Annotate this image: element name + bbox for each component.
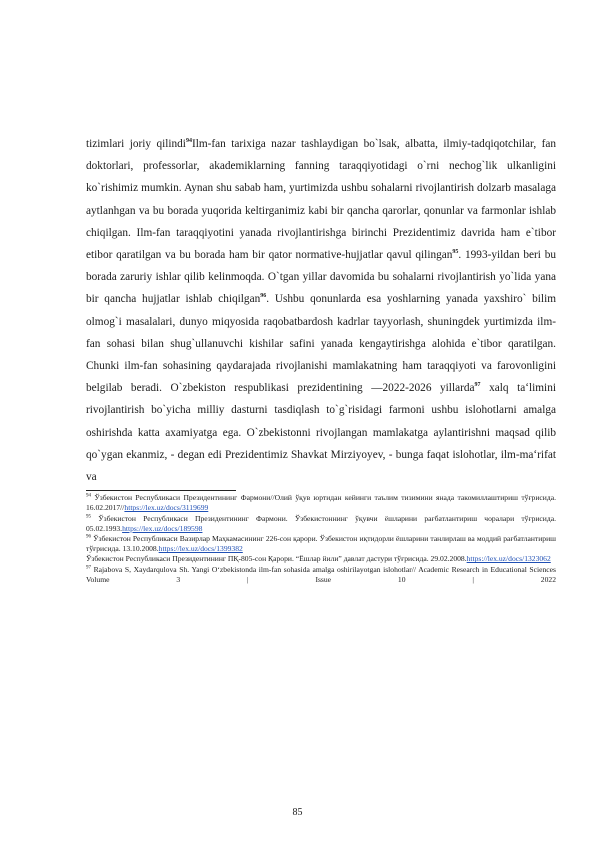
footnote-ref[interactable]: 95 [452,249,459,256]
footnotes [86,493,556,585]
footnote-94: $^{94}$ Ўзбекистон Республикаси Президентининг Фармони//Олий ўқув юртидан кейинги таълим тизимини янада такомиллаштириш тўғрисида. 16.02.2017//https://lex.uz/docs/3119699 [86,493,556,513]
footnote-link[interactable]: https://lex.uz/docs/3119699 [124,503,209,513]
footnote-divider [86,490,236,491]
text-segment: . Ushbu qonunlarda esa yoshlarning yanada yaxshiro` bilim olmog`i masalalari, dunyo miqyosida raqobatbardosh kadrlar tayyorlash, shuningdek yurtimizda ilm-fan sohasi bilan shug`ullanuvchi kishilar safini yanada kengaytirishga alohida e`tibor qaratilgan. Chunki ilm-fan sohasining qaydarajada rivojlanishi mamlakatning ham taraqqiyoti va farovonligini belgilab beradi. O`zbekiston respublikasi prezidentining ―2022-2026 yillarda [86,293,556,395]
footnote-link[interactable]: https://lex.uz/docs/1399382 [158,544,243,554]
page-number: 85 [292,807,303,818]
text-segment: xalq ta‘limini rivojlantirish bo`yicha milliy dasturni tasdiqlash to`g`risidagi farmoni ushbu islohotlarni amalga oshirishda katta axamiyatga ega. O`zbekistonni rivojlangan mamlakatga aylantirishni maqsad qilib qo`ygan ekanmiz, - degan edi Prezidentimiz Shavkat Mirziyoyev, - bunga faqat islohotlar, ilm-ma‘rifat va [86,382,556,484]
text-segment: tizimlari joriy qilindi [86,138,186,150]
footnote-link[interactable]: https://lex.uz/docs/189598 [122,523,203,533]
footnote-96-continued: Ўзбекистон Республикаси Президентининг ПҚ-805-сон Қарори. “Ёшлар йили” давлат дастури тўғрисида. 29.02.2008.https://lex.uz/docs/1323062 [86,554,551,564]
footnote-ref[interactable]: 94 [185,138,192,145]
footnote-link[interactable]: https://lex.uz/docs/1323062 [466,554,551,564]
footnote-ref[interactable]: 97 [474,382,481,389]
footnote-97: $^{97}$ Rajabova S, Xaydarqulova Sh. Yangi O‘zbekistonda ilm-fan sohasida amalga oshirilayotgan islohotlar// Academic Research in Educational Sciences Volume 3 | Issue 10 | 2022 [86,564,556,584]
footnote-96: $^{96}$ Ўзбекистон Республикаси Вазирлар Маҳкамасининг 226-сон қарори. Ўзбекистон иқтидорли ёшларини танлирлаш ва моддий рағбатлантириш тўғрисида. 13.10.2008.https://lex.uz/docs/1399382 [86,534,556,554]
footnote-ref[interactable]: 96 [260,293,267,300]
text-segment: Ilm-fan tarixiga nazar tashlaydigan bo`lsak, albatta, ilmiy-tadqiqotchilar, fan doktorlari, professorlar, akademiklarning fanning taraqqiyotidagi o`rni nechog`lik ulkanligini ko`rishimiz mumkin. Aynan shu sabab ham, yurtimizda ushbu sohalarni rivojlantirish dolzarb masalaga aytlanhgan va bu borada yuqorida keltirganimiz kabi bir qancha qarorlar, qonunlar va farmonlar ishlab chiqilgan. Ilm-fan taraqqiyotini yanada rivojlantirishga birinchi Prezidentimiz davrida ham e`tibor etibor qaratilgan va bu borada ham bir qator normative-hujjatlar qavul qilingan [86,138,556,262]
text-segment: . 1993-yildan beri bu borada zaruriy ishlar qilib kelinmoqda. O`tgan yillar davomida bu sohalarni rivojlantirish yo`lida yana bir qancha hujjatlar ishlab chiqilgan [86,249,556,306]
footnote-95: $^{95}$ Ўзбекистон Республикаси Президентининг Фармони. Ўзбекистоннинг ўқувчи ёшларини рағбатлантириш чоралари тўғрисида. 05.02.1993.https://lex.uz/docs/189598 [86,513,556,533]
page-content [86,133,556,585]
main-paragraph [86,133,556,488]
